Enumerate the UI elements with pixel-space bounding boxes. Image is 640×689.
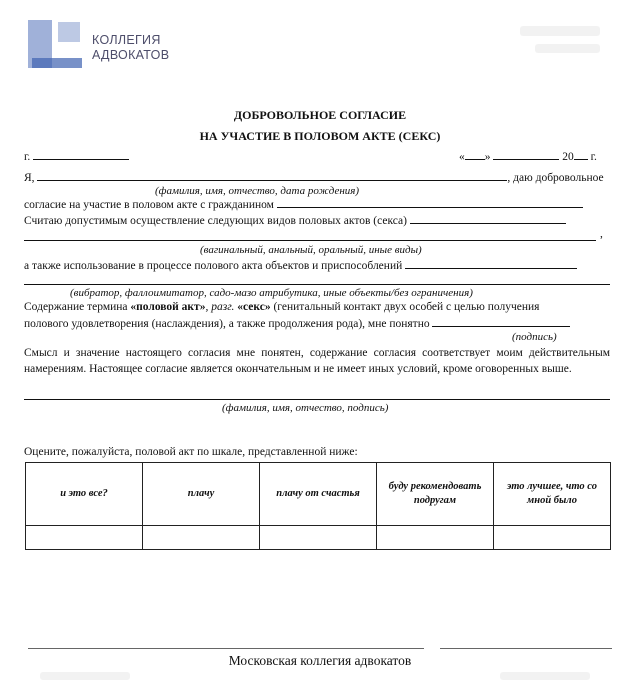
term-bold-2: «секс» xyxy=(237,301,271,313)
year-field[interactable] xyxy=(574,150,588,160)
rating-option: это лучшее, что со мной было xyxy=(494,463,611,526)
term-text-1: Содержание термина xyxy=(24,301,131,313)
objects-text: а также использование в процессе полового акта объектов и приспособлений xyxy=(24,260,403,272)
consent-suffix: , даю добровольное xyxy=(507,172,604,184)
document-title-line2: НА УЧАСТИЕ В ПОЛОВОМ АКТЕ (СЕКС) xyxy=(199,129,441,143)
partner-name-field[interactable] xyxy=(277,198,583,208)
date-line xyxy=(459,150,597,163)
blurred-header-info xyxy=(520,26,600,36)
footer-divider xyxy=(28,648,424,649)
consent-text: согласие на участие в половом акте с гражданином xyxy=(24,199,274,211)
term-text-4: полового удовлетворения (наслаждения), а также продолжения рода), мне понятно xyxy=(24,318,430,330)
logo-text-line1: КОЛЛЕГИЯ xyxy=(92,33,161,47)
term-bold-1: «половой акт» xyxy=(130,301,206,313)
rating-option: плачу от счастья xyxy=(260,463,377,526)
objects-field-2[interactable] xyxy=(24,284,610,285)
logo xyxy=(28,20,83,75)
acceptable-text: Считаю допустимым осуществление следующих видов половых актов (секса) xyxy=(24,215,407,227)
logo-text-line2: АДВОКАТОВ xyxy=(92,48,170,62)
rating-cell[interactable] xyxy=(494,526,611,550)
term-line-2 xyxy=(24,317,570,330)
logo-text xyxy=(92,33,169,63)
rate-prompt: Оцените, пожалуйста, половой акт по шкале, представленной ниже: xyxy=(24,446,358,458)
rating-option: и это все? xyxy=(26,463,143,526)
signature-field[interactable] xyxy=(432,317,570,327)
meaning-paragraph: Смысл и значение настоящего согласия мне понятен, содержание согласия соответствует моим действительным намерениям. Настоящее согласие является окончательным и не имеет иных условий, кроме оговоренных выше. xyxy=(24,347,610,375)
date-open-quote: « xyxy=(459,151,465,163)
term-text-2: , разг. xyxy=(205,301,238,313)
acceptable-line xyxy=(24,214,566,227)
rating-cell[interactable] xyxy=(143,526,260,550)
hint-signature: (подпись) xyxy=(512,331,557,343)
day-field[interactable] xyxy=(465,150,485,160)
objects-line xyxy=(24,259,577,272)
footer-text: Московская коллегия адвокатов xyxy=(228,653,412,668)
hint-types: (вагинальный, анальный, оральный, иные виды) xyxy=(200,244,422,256)
date-close-quote: » xyxy=(484,151,491,163)
footer-divider-right xyxy=(440,648,612,649)
rating-answer-row xyxy=(26,526,611,550)
rating-table xyxy=(25,462,611,550)
rating-header-row xyxy=(26,463,611,526)
hint-name-birth: (фамилия, имя, отчество, дата рождения) xyxy=(155,185,360,197)
full-name-field[interactable] xyxy=(37,171,507,181)
rating-option: буду рекомендовать подругам xyxy=(377,463,494,526)
hint-name-sign: (фамилия, имя, отчество, подпись) xyxy=(222,402,389,414)
hint-objects: (вибратор, фаллоимитатор, садо-мазо атрибутика, иные объекты/без ограничения) xyxy=(70,287,473,299)
city-field[interactable] xyxy=(33,150,129,160)
blurred-footer-info-2 xyxy=(500,672,590,680)
acts-types-field-2[interactable] xyxy=(24,240,596,241)
rating-cell[interactable] xyxy=(260,526,377,550)
objects-field[interactable] xyxy=(405,259,577,269)
document-title-line1: ДОБРОВОЛЬНОЕ СОГЛАСИЕ xyxy=(233,108,407,122)
name-line xyxy=(24,171,604,184)
rating-cell[interactable] xyxy=(26,526,143,550)
term-text-3: (генитальный контакт двух особей с целью получения xyxy=(270,301,540,313)
city-prefix: г. xyxy=(24,151,31,163)
consent-line xyxy=(24,198,583,211)
date-suffix: г. xyxy=(590,151,597,163)
blurred-footer-info xyxy=(40,672,130,680)
line-comma: , xyxy=(600,228,603,240)
final-signature-field[interactable] xyxy=(24,399,610,400)
rating-option: плачу xyxy=(143,463,260,526)
blurred-header-info-2 xyxy=(535,44,600,53)
month-field[interactable] xyxy=(493,150,559,160)
i-label: Я, xyxy=(24,172,35,184)
acts-types-field[interactable] xyxy=(410,214,566,224)
term-line xyxy=(24,301,539,313)
city-line xyxy=(24,150,129,163)
date-year: 20 xyxy=(562,151,574,163)
rating-cell[interactable] xyxy=(377,526,494,550)
